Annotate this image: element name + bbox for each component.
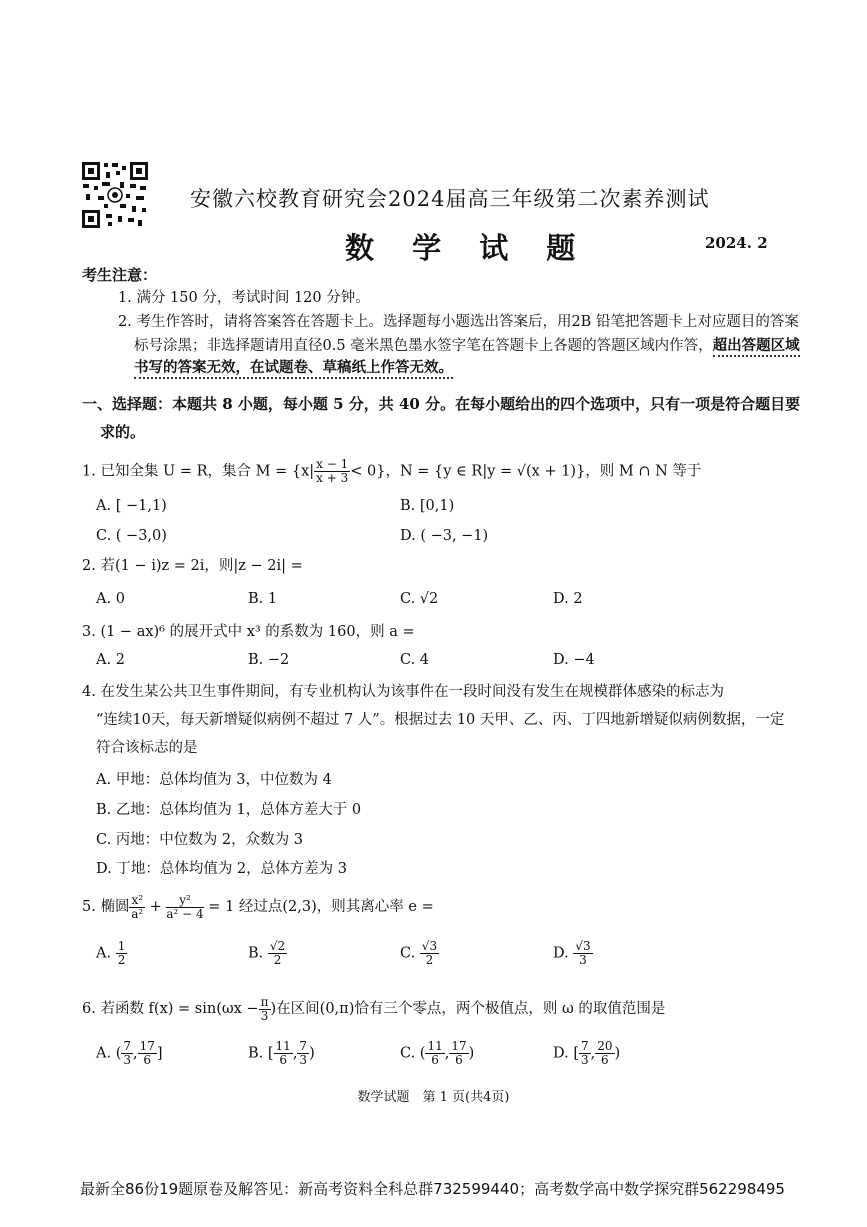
q2-option-c: C. √2	[400, 591, 439, 607]
q5-f2-den: a² − 4	[166, 906, 204, 921]
q1-option-c: C. ( −3,0)	[96, 528, 167, 544]
q6-a-num2: 17	[139, 1039, 155, 1053]
notice-item-2-line-1: 2. 考生作答时，请将答案答在答题卡上。选择题每小题选出答案后，用2B 铅笔把答题卡上对应题目的答案	[118, 314, 799, 330]
notice-item-2-text: 标号涂黑；非选择题请用直径0.5 毫米黑色墨水签字笔在答题卡上各题的答题区域内作答，	[134, 338, 713, 354]
q5-f1-num: x²	[131, 892, 144, 907]
q6-c-num1: 11	[427, 1039, 443, 1053]
qr-code-image	[80, 160, 150, 230]
q2-option-b: B. 1	[248, 591, 278, 607]
q6-stem-part: 6. 若函数 f(x) = sin(ωx −	[82, 1001, 259, 1017]
q6-d-end: )	[614, 1045, 621, 1062]
q5-d-num: √3	[575, 939, 591, 953]
q5-option-c	[400, 940, 439, 967]
q6-pi-num: π	[260, 994, 269, 1009]
section-heading-cont: 求的。	[100, 423, 146, 441]
notice-item-2-emphasis: 超出答题区域	[713, 337, 800, 357]
q5-a-den: 2	[117, 953, 126, 967]
q3-option-c: C. 4	[400, 652, 430, 668]
q6-c-label: C. (	[400, 1045, 426, 1062]
q5-fraction-x	[129, 894, 145, 921]
q1-frac-den: x + 3	[316, 471, 349, 485]
section-heading: 一、选择题：本题共 8 小题，每小题 5 分，共 40 分。在每小题给出的四个选项中，只有一项是符合题目要	[82, 395, 801, 413]
q6-option-b: B. [ $\frac{11}{6}$ , $\frac{7}{3}$ )	[248, 1039, 315, 1067]
q6-a-label: A. (	[96, 1045, 122, 1062]
question-4-line-3: 符合该标志的是	[96, 740, 198, 756]
q5-f2-num: y²	[166, 894, 203, 908]
notice-item-2-line-3	[134, 358, 453, 378]
q5-c-num: √3	[421, 939, 438, 953]
q6-option-c: C. ( $\frac{11}{6}$ , $\frac{17}{6}$ )	[400, 1039, 475, 1067]
q1-option-b: B. [0,1)	[400, 498, 455, 514]
question-4-line-2: “连续10天，每天新增疑似病例不超过 7 人”。根据过去 10 天甲、乙、丙、丁四地新增疑似病例数据，一定	[96, 712, 785, 728]
q4-option-d: D. 丁地：总体均值为 2，总体方差为 3	[96, 861, 347, 877]
question-5-stem	[82, 892, 434, 922]
q5-d-den: 3	[579, 953, 587, 967]
q6-c-den2: 6	[455, 1053, 463, 1067]
q5-fraction-y	[166, 894, 203, 921]
notice-item-2-emphasis-end: 书写的答案无效，在试题卷、草稿纸上作答无效。	[134, 359, 453, 379]
q5-stem-part: 5. 椭圆	[82, 899, 130, 915]
exam-title: 安徽六校教育研究会2024届高三年级第二次素养测试	[190, 187, 710, 211]
notice-item-1: 1. 满分 150 分，考试时间 120 分钟。	[118, 290, 370, 306]
q4-option-a: A. 甲地：总体均值为 3，中位数为 4	[96, 772, 332, 788]
q6-a-end: ]	[156, 1045, 163, 1062]
q6-d-num2: 20	[597, 1039, 613, 1053]
q5-c-label: C.	[400, 945, 416, 962]
q6-c-den1: 6	[431, 1053, 439, 1067]
q5-b-den: 2	[273, 953, 282, 967]
q5-b-num: √2	[269, 939, 286, 953]
question-1-stem	[82, 458, 701, 485]
question-4-line-1: 4. 在发生某公共卫生事件期间，有专业机构认为该事件在一段时间没有发生在规模群体感染的标志为	[82, 684, 724, 700]
q4-option-c: C. 丙地：中位数为 2，众数为 3	[96, 832, 303, 848]
exam-date: 2024. 2	[705, 234, 768, 252]
q5-option-d	[553, 940, 593, 967]
question-2-stem: 2. 若(1 − i)z = 2i，则|z − 2i| =	[82, 558, 303, 574]
q4-option-b: B. 乙地：总体均值为 1，总体方差大于 0	[96, 802, 362, 818]
q6-option-d: D. [ $\frac{7}{3}$ , $\frac{20}{6}$ )	[553, 1039, 621, 1067]
q5-f1-den: a²	[131, 906, 144, 921]
q6-b-num1: 11	[275, 1039, 291, 1053]
q6-pi-den: 3	[260, 1008, 269, 1023]
q6-c-end: )	[468, 1045, 475, 1062]
q6-a-den2: 6	[143, 1053, 152, 1067]
question-6-stem	[82, 994, 665, 1024]
q5-option-a	[96, 940, 127, 967]
q1-option-a: A. [ −1,1)	[96, 498, 167, 514]
q5-c-den: 2	[425, 953, 434, 967]
page-footer: 数学试题 第 1 页(共4页)	[357, 1090, 510, 1105]
q2-option-a: A. 0	[96, 591, 125, 607]
q5-a-num: 1	[117, 939, 126, 953]
q6-option-a: A. ( $\frac{7}{3}$ , $\frac{17}{6}$ ]	[96, 1039, 163, 1067]
q6-b-label: B. [	[248, 1045, 274, 1062]
notice-item-2-line-2	[134, 336, 800, 356]
q1-stem-rest: < 0}，N = {y ∈ R|y = √(x + 1)}，则 M ∩ N 等于	[350, 463, 702, 480]
q6-b-den1: 6	[279, 1053, 287, 1067]
q3-option-b: B. −2	[248, 652, 290, 668]
q6-d-den2: 6	[601, 1053, 609, 1067]
q6-pi-fraction	[259, 996, 271, 1023]
q6-stem-rest: )在区间(0,π)恰有三个零点，两个极值点，则 ω 的取值范围是	[270, 1001, 666, 1017]
q6-d-num1: 7	[580, 1039, 589, 1053]
q2-option-d: D. 2	[553, 591, 583, 607]
subject-title: 数 学 试 题	[345, 231, 590, 265]
q6-a-num1: 7	[123, 1039, 131, 1053]
q1-frac-num: x − 1	[316, 457, 349, 471]
bottom-note: 最新全86份19题原卷及解答见：新高考资料全科总群732599440；高考数学高中数学探究群562298495	[80, 1180, 785, 1198]
q1-stem-part: 1. 已知全集 U = R，集合 M = {x|	[82, 463, 315, 480]
q3-option-d: D. −4	[553, 652, 595, 668]
q1-fraction	[314, 458, 350, 485]
q6-b-num2: 7	[299, 1039, 308, 1053]
notice-heading: 考生注意：	[82, 266, 158, 284]
q6-c-num2: 17	[451, 1039, 467, 1053]
q5-stem-rest: = 1 经过点(2,3)，则其离心率 e =	[203, 899, 434, 915]
q3-option-a: A. 2	[96, 652, 125, 668]
q5-b-label: B.	[248, 945, 264, 962]
q5-a-label: A.	[96, 945, 112, 962]
q6-b-den2: 3	[299, 1053, 308, 1067]
question-3-stem: 3. (1 − ax)⁶ 的展开式中 x³ 的系数为 160，则 a =	[82, 624, 415, 640]
q5-d-label: D.	[553, 945, 569, 962]
q6-d-den1: 3	[580, 1053, 589, 1067]
q5-plus: +	[145, 899, 167, 915]
q1-option-d: D. ( −3, −1)	[400, 528, 489, 544]
q5-option-b	[248, 940, 287, 967]
q6-b-end: )	[309, 1045, 315, 1062]
q6-a-den1: 3	[123, 1053, 131, 1067]
q6-d-label: D. [	[553, 1045, 579, 1062]
